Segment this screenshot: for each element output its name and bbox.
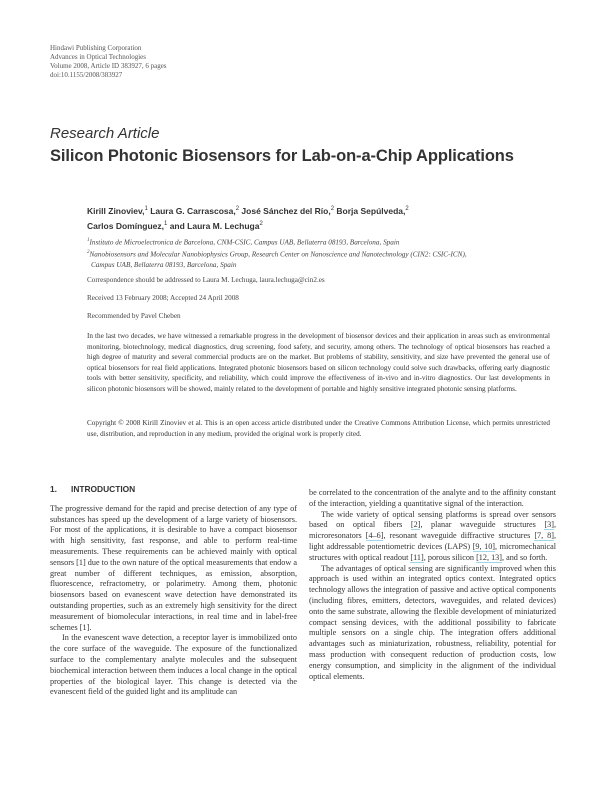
- affiliation-1: $^1$Instituto de Microelectronica de Barcelona, CNM-CSIC, Campus UAB, Bellaterra 08193, Barcelona, Spain: [87, 238, 400, 247]
- citation-link[interactable]: [12, 13]: [476, 552, 502, 562]
- paragraph: The wide variety of optical sensing platforms is spread over sensors based on optical fibers [2], planar waveguide structures [3], microresonators [4–6], resonant waveguide diffractive structures [7, 8], light addressable potentiometric devices (LAPS) [9, 10], micromechanical structures with optical readout [11], porous silicon [12, 13], and so forth.: [309, 509, 557, 562]
- copyright-notice: Copyright © 2008 Kirill Zinoviev et al. This is an open access article distributed under the Creative Commons Attribution License, which permits unrestricted use, distribution, and reproduction in any medium, provided the original work is properly cited.: [87, 419, 550, 438]
- paragraph: In the evanescent wave detection, a receptor layer is immobilized onto the core surface of the waveguide. The exposure of the functionalized surface to the complementary analyte molecules and the subsequent biochemical interaction between them induces a local change in the optical properties of the biological layer. This change is detected via the evanescent field of the guided light and its amplitude can: [50, 633, 297, 697]
- article-title: Silicon Photonic Biosensors for Lab-on-a-Chip Applications: [50, 147, 514, 165]
- author: Carlos Domínguez,: [87, 220, 164, 231]
- left-column: [50, 484, 297, 698]
- author: Laura G. Carrascosa,: [150, 205, 236, 216]
- affiliation-2: $^2$Nanobiosensors and Molecular Nanobiophysics Group, Research Center on Nanoscience and Nanotechnology (CIN2: CSIC-ICN),: [87, 249, 467, 259]
- author: Kirill Zinoviev,: [87, 205, 145, 216]
- volume-info: Volume 2008, Article ID 383927, 6 pages: [50, 62, 167, 70]
- correspondence: Correspondence should be addressed to Laura M. Lechuga, laura.lechuga@cin2.es: [87, 276, 325, 284]
- author: and Laura M. Lechuga: [169, 220, 260, 231]
- journal-name: Advances in Optical Technologies: [50, 53, 146, 61]
- author-list: [87, 203, 550, 233]
- paragraph: The advantages of optical sensing are significantly improved when this approach is used within an integrated optics context. Integrated optics technology allows the integration of passive and active optical components (including fibres, emitters, detectors, waveguides, and related devices) onto the same substrate, allowing the flexible development of miniaturized compact sensing devices, with the additional possibility to fabricate multiple sensors on a single chip. The integration offers additional advantages such as miniaturization, robustness, reliability, potential for mass production with consequent reduction of production costs, low energy consumption, and simplicity in the alignment of the individual optical elements.: [309, 563, 556, 681]
- affiliation-mark: 2: [259, 220, 263, 227]
- affiliation-mark: 2: [235, 206, 240, 212]
- affiliation-2-cont: Campus UAB, Bellaterra 08193, Barcelona, Spain: [91, 260, 237, 269]
- paragraph: be correlated to the concentration of the analyte and to the affinity constant of the interaction, yielding a quantitative signal of the interaction.: [309, 488, 556, 508]
- citation-link[interactable]: [4–6]: [365, 531, 384, 541]
- affiliations: [87, 236, 550, 270]
- journal-header: [50, 44, 167, 80]
- citation-link[interactable]: [2]: [410, 520, 421, 530]
- abstract: In the last two decades, we have witnessed a remarkable progress in the development of biosensor devices and their application in areas such as environmental monitoring, biotechnology, medical diagnostics, drug screening, food safety, and security, among others. The technology of optical biosensors has reached a high degree of maturity and several commercial products are on the market. But problems of stability, sensitivity, and size have prevented the general use of optical biosensors for real field applications. Integrated photonic biosensors based on silicon technology could solve such drawbacks, offering early diagnostic tools with better sensitivity, specificity, and reliability, which could improve the effectiveness of in-vivo and in-vitro diagnostics. Our last developments in silicon photonic biosensors will be showed, mainly related to the development of portable and highly sensitive integrated photonic sensing platforms.: [87, 332, 550, 393]
- citation-link[interactable]: [7, 8]: [534, 531, 554, 541]
- affiliation-mark: 1: [144, 206, 148, 212]
- affiliation-mark: 2: [330, 206, 335, 212]
- author: José Sánchez del Río,: [241, 205, 331, 216]
- right-column: [309, 488, 556, 682]
- citation-link[interactable]: [11]: [410, 552, 424, 562]
- citation-link[interactable]: [3]: [544, 520, 554, 530]
- recommended-by: Recommended by Pavel Cheben: [87, 312, 181, 320]
- affiliation-mark: 2: [405, 206, 409, 212]
- author: Borja Sepúlveda,: [336, 205, 406, 216]
- publisher: Hindawi Publishing Corporation: [50, 44, 142, 52]
- received-dates: Received 13 February 2008; Accepted 24 April 2008: [87, 294, 239, 302]
- paragraph: The progressive demand for the rapid and precise detection of any type of substances has speed up the development of a large variety of biosensors. For most of the applications, it is desirable to have a compact biosensor with high sensitivity, fast response, and able to perform real-time measurements. These requirements can be achieved mainly with optical sensors [1] due to the own nature of the optical measurements that endow a great number of different techniques, as emission, absorption, fluorescence, refractometry, or polarimetry. Among them, photonic biosensors based on evanescent wave detection have demonstrated its outstanding properties, such as an extremely high sensitivity for the direct measurement of biomolecular interactions, in real time and in label-free schemes [1].: [50, 503, 297, 632]
- doi: doi:10.1155/2008/383927: [50, 71, 123, 79]
- affiliation-mark: 1: [163, 220, 168, 227]
- citation-link[interactable]: [9, 10]: [472, 541, 496, 551]
- section-heading: 1. INTRODUCTION: [50, 484, 136, 494]
- article-type: Research Article: [50, 125, 160, 142]
